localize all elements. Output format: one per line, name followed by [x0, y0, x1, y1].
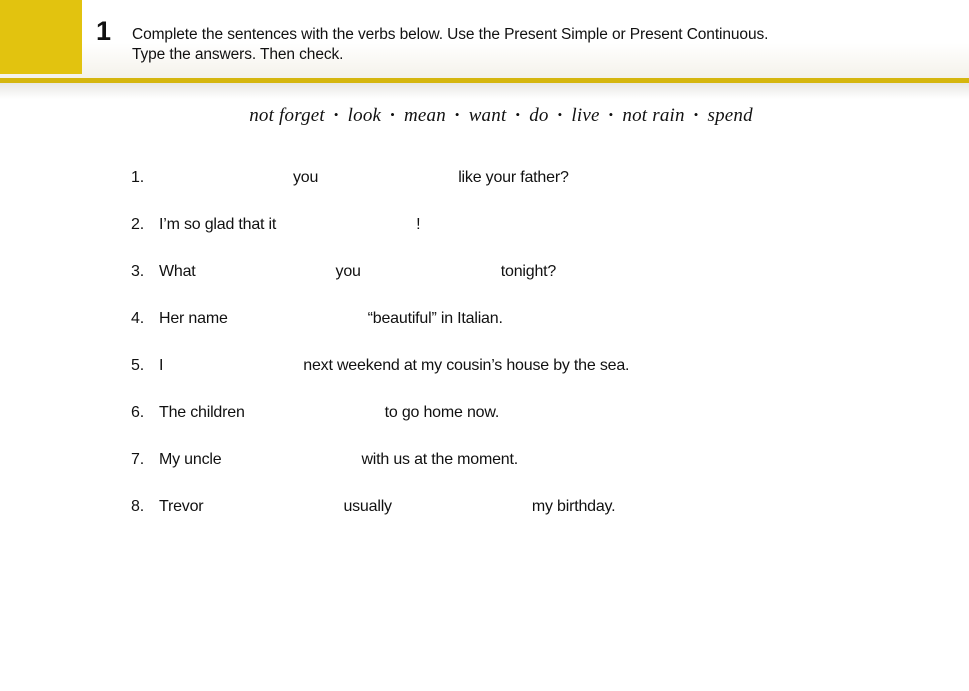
sentence-row [131, 436, 941, 483]
word-bank-word: not forget [249, 105, 325, 126]
word-bank-word: live [571, 105, 600, 126]
word-bank-word: mean [403, 105, 446, 126]
word-bank-separator: • [693, 107, 699, 122]
sentence-text: I [159, 356, 164, 374]
answer-input-6-1[interactable] [251, 402, 379, 424]
sentence-text: usually [343, 497, 392, 515]
sentence-text: you [293, 168, 319, 186]
sentence-number: 8. [131, 497, 144, 515]
sentence-text: “beautiful” in Italian. [367, 309, 503, 327]
sentence-row [131, 295, 941, 342]
answer-input-7-1[interactable] [227, 449, 355, 471]
divider-rule-shadow [0, 83, 969, 99]
word-bank-word: do [529, 105, 549, 126]
word-bank-separator: • [390, 107, 395, 122]
word-bank-word: spend [707, 105, 753, 126]
sentence-number: 1. [131, 168, 144, 186]
word-bank-word: want [468, 105, 507, 126]
sentence-text: you [335, 262, 361, 280]
answer-input-4-1[interactable] [234, 308, 362, 330]
sentence-row [131, 248, 941, 295]
answer-input-3-1[interactable] [202, 261, 330, 283]
sentence-text: next weekend at my cousin’s house by the sea. [303, 356, 630, 374]
word-bank-separator: • [333, 107, 339, 122]
sentence-text: ! [416, 215, 421, 233]
sentence-text: with us at the moment. [361, 450, 518, 468]
word-bank-word: not rain [622, 105, 685, 126]
answer-input-8-2[interactable] [398, 496, 526, 518]
answer-input-1-1[interactable] [159, 167, 287, 189]
answer-input-3-2[interactable] [367, 261, 495, 283]
sentence-text: My uncle [159, 450, 222, 468]
word-bank-separator: • [557, 107, 563, 122]
sentence-text: tonight? [500, 262, 557, 280]
answer-input-1-2[interactable] [324, 167, 452, 189]
sentence-row [131, 342, 941, 389]
sentence-list [131, 154, 941, 530]
instructions-line-2: Type the answers. Then check. [132, 46, 344, 63]
sentence-text: I’m so glad that it [159, 215, 277, 233]
word-bank-separator: • [608, 107, 614, 122]
word-bank-word: look [347, 105, 382, 126]
accent-square [0, 0, 82, 74]
sentence-text: Trevor [159, 497, 204, 515]
sentence-number: 7. [131, 450, 144, 468]
word-bank [131, 105, 871, 127]
sentence-text: What [159, 262, 196, 280]
sentence-text: to go home now. [384, 403, 500, 421]
word-bank-separator: • [454, 107, 460, 122]
sentence-number: 2. [131, 215, 144, 233]
sentence-row [131, 201, 941, 248]
word-bank-separator: • [515, 107, 521, 122]
answer-input-2-1[interactable] [282, 214, 410, 236]
sentence-text: my birthday. [531, 497, 616, 515]
sentence-number: 3. [131, 262, 144, 280]
sentence-number: 6. [131, 403, 144, 421]
sentence-text: The children [159, 403, 245, 421]
answer-input-8-1[interactable] [209, 496, 337, 518]
sentence-row [131, 154, 941, 201]
sentence-text: Her name [159, 309, 228, 327]
answer-input-5-1[interactable] [169, 355, 297, 377]
sentence-number: 4. [131, 309, 144, 327]
instructions-line-1: Complete the sentences with the verbs below. Use the Present Simple or Present Continuous. [132, 26, 769, 43]
sentence-number: 5. [131, 356, 144, 374]
sentence-row [131, 483, 941, 530]
exercise-instructions [132, 25, 942, 65]
sentence-row [131, 389, 941, 436]
sentence-text: like your father? [458, 168, 569, 186]
exercise-number: 1 [96, 16, 111, 46]
